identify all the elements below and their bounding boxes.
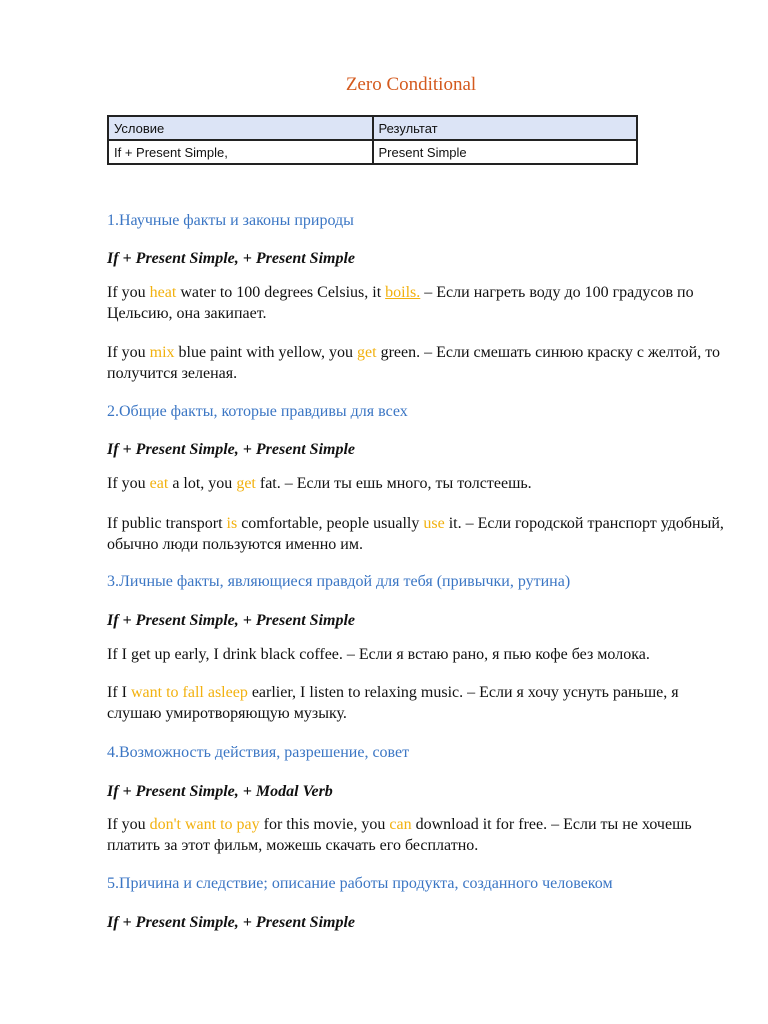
table-cell-result: Present Simple bbox=[373, 140, 638, 164]
conditional-table bbox=[107, 115, 638, 165]
document-title: Zero Conditional bbox=[345, 74, 477, 95]
section-3-heading: 3.Личные факты, являющиеся правдой для тебя (привычки, рутина) bbox=[107, 573, 571, 590]
section-5-heading: 5.Причина и следствие; описание работы продукта, созданного человеком bbox=[107, 875, 613, 892]
section-1-formula: If + Present Simple, + Present Simple bbox=[107, 250, 356, 267]
example-paragraph: If you heat water to 100 degrees Celsius, it boils. – Если нагреть воду до 100 градусов по Цельсию, она закипает. bbox=[107, 284, 694, 322]
section-5-formula: If + Present Simple, + Present Simple bbox=[107, 914, 356, 931]
table-header-result: Результат bbox=[373, 116, 638, 140]
section-4-formula: If + Present Simple, + Modal Verb bbox=[107, 783, 333, 800]
table-header-condition: Условие bbox=[108, 116, 373, 140]
section-2-heading: 2.Общие факты, которые правдивы для всех bbox=[107, 403, 408, 420]
example-paragraph: If you eat a lot, you get fat. – Если ты ешь много, ты толстеешь. bbox=[107, 475, 532, 492]
example-paragraph: If you mix blue paint with yellow, you get green. – Если смешать синюю краску с желтой, то получится зеленая. bbox=[107, 344, 720, 382]
table-cell-condition: If + Present Simple, bbox=[108, 140, 373, 164]
section-1-heading: 1.Научные факты и законы природы bbox=[107, 212, 354, 229]
example-paragraph: If I want to fall asleep earlier, I listen to relaxing music. – Если я хочу уснуть раньше, я слушаю умиротворяющую музыку. bbox=[107, 684, 679, 722]
example-paragraph: If public transport is comfortable, people usually use it. – Если городской транспорт удобный, обычно люди пользуются именно им. bbox=[107, 515, 724, 553]
example-paragraph: If you don't want to pay for this movie, you can download it for free. – Если ты не хочешь платить за этот фильм, можешь скачать его бесплатно. bbox=[107, 816, 692, 854]
table-header-row bbox=[108, 116, 637, 140]
table-row bbox=[108, 140, 637, 164]
section-4-heading: 4.Возможность действия, разрешение, совет bbox=[107, 744, 410, 761]
section-2-formula: If + Present Simple, + Present Simple bbox=[107, 441, 356, 458]
section-3-formula: If + Present Simple, + Present Simple bbox=[107, 612, 356, 629]
example-paragraph: If I get up early, I drink black coffee. – Если я встаю рано, я пью кофе без молока. bbox=[107, 646, 650, 663]
